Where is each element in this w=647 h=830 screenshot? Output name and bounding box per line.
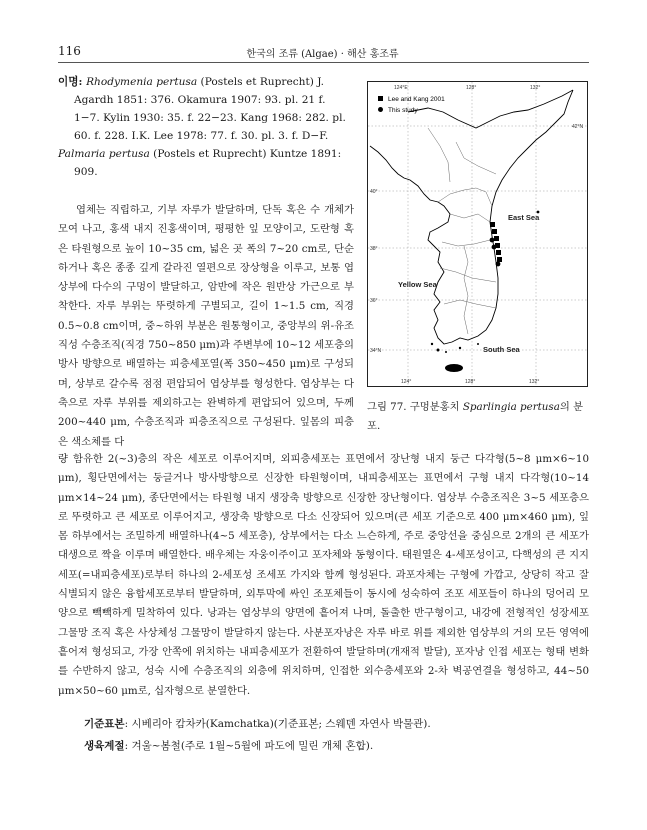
lon-tick-top: 124°E (394, 85, 408, 91)
lat-tick: 36° (370, 298, 378, 304)
lon-tick-top: 132° (530, 85, 541, 91)
lat-tick: 38° (370, 246, 378, 252)
lon-tick-bottom: 132° (529, 379, 540, 385)
sea-label-south: South Sea (483, 345, 520, 354)
lat-tick: 34°N (370, 348, 382, 354)
type-specimen: 기준표본: 시베리아 캄차카(Kamchatka)(기준표본; 스웨덴 자연사 박물관). (84, 718, 431, 730)
figure-caption: 그림 77. 구멍분홍치 Sparlingia pertusa의 분포. (367, 401, 584, 432)
page-number: 116 (58, 44, 81, 58)
legend-lee-kang: Lee and Kang 2001 (388, 96, 445, 103)
page-header (58, 44, 587, 60)
legend-this-study: This study (388, 107, 418, 114)
coastline (370, 90, 573, 344)
distribution-map (367, 81, 588, 387)
synonym-1: 이명: Rhodymenia pertusa (Postels et Ruprecht) J. Agardh 1851: 376. Okamura 1907: 93. pl. 21 f. 1−7. Kylin 1930: 35. f. 22−23. Kang 1968: 282. pl. 60. f. 228. I.K. Lee 1978: 77. f. 30. pl. 3. f. D−F. (58, 76, 346, 142)
description-paragraph-start: 엽체는 직립하고, 기부 자루가 발달하며, 단독 혹은 수 개체가 모여 나고, 홍색 내지 진홍색이며, 평평한 잎 모양이고, 도란형 혹은 타원형으로 높이 10~35 cm, 넓은 곳 폭의 7~20 cm로, 단순하거나 혹은 종종 깊게 갈라진 열편으로 장상형을 이루고, 보통 엽상부에 다수의 구멍이 발달하고, 암반에 작은 원반상 가근으로 부착한다. 자루 부위는 뚜렷하게 구별되고, 길이 1~1.5 cm, 직경 0.5~0.8 cm이며, 중~하위 부분은 원통형이고, 중앙부의 위-유조직성 수층조직(직경 750~850 μm)과 주변부에 10~12 세포층의 방사 방향으로 배열하는 피층세포열(폭 350~450 μm)로 구성되며, 상부로 갈수록 점점 편압되어 엽상부를 형성한다. 엽상부는 다축으로 자루 부위를 제외하고는 완벽하게 편압되어 있으며, 두께 200~440 μm, 수층조직과 피층조직으로 구성된다. 잎몸의 피층은 색소체를 다 (58, 204, 354, 448)
description-paragraph-cont: 량 함유한 2(~3)층의 작은 세포로 이루어지며, 외피층세포는 표면에서 장난형 내지 둥근 다각형(5~8 μm×6~10 μm), 횡단면에서는 둥글거나 방사방향으로 신장한 타원형이며, 내피층세포는 표면에서 구형 내지 다각형(10~14 μm×14~24 μm), 종단면에서는 타원형 내지 생장축 방향으로 신장한 장난형이다. 엽상부 수층조직은 3~5 세포층으로 뚜렷하고 큰 세포로 이루어지고, 생장축 방향으로 다소 신장되어 있으며(큰 세포 기준으로 400 μm×460 μm), 잎몸 하부에서는 조밀하게 배열하나(4~5 세포층), 상부에서는 다소 느슨하게, 주로 중앙선을 중심으로 2개의 큰 세포가 대생으로 짝을 이루며 배열한다. 배우체는 자웅이주이고 포자체와 동형이다. 태원열은 4-세포성이고, 다핵성의 큰 지지세포(=내피층세포)로부터 하나의 2-세포성 조세포 가지와 함께 형성된다. 과포자체는 구형에 가깝고, 상당히 작고 잘 식별되지 않은 융합세포로부터 발달하며, 외투막에 싸인 조포체들이 동시에 성숙하여 조포 세포들이 하나의 덩어리 모양으로 빽빽하게 밀착하여 있다. 낭과는 엽상부의 양면에 흩어져 나며, 돌출한 반구형이고, 내강에 전형적인 성장세포 그물망 조직 혹은 사상체성 그물망이 발달하지 않는다. 사분포자낭은 자루 바로 위를 제외한 엽상부의 거의 모든 영역에 흩어져 형성되고, 가장 안쪽에 위치하는 내피층세포가 전환하여 발달하며(개재적 발달), 포자낭 인접 세포는 형태 변화를 수반하지 않고, 성숙 시에 수층조직의 외층에 위치하며, 인접한 외수층세포와 2-차 벽공연결을 형성하고, 44~50 μm×50~60 μm로, 십자형으로 분열한다. (58, 453, 589, 697)
synonym-2: Palmaria pertusa (Postels et Ruprecht) Kuntze 1891: 909. (58, 148, 342, 178)
synonym-name: Palmaria pertusa (58, 148, 150, 160)
lat-tick: 40° (370, 189, 378, 195)
synonymy-block (58, 73, 353, 181)
growth-season: 생육계절: 겨울~봄철(주로 1월~5월에 파도에 밀린 개체 혼합). (84, 740, 374, 752)
running-title: 한국의 조류 (Algae) · 해산 홍조류 (246, 49, 399, 60)
map-legend (378, 96, 445, 114)
lat-tick: 42°N (572, 124, 584, 130)
lon-tick-bottom: 128° (465, 379, 476, 385)
caption-species: Sparlingia pertusa (462, 401, 560, 413)
lon-tick-top: 128° (466, 85, 477, 91)
province-borders (428, 128, 496, 334)
synonym-name: Rhodymenia pertusa (86, 76, 198, 88)
synonym-label: 이명 (58, 76, 79, 88)
sea-label-east: East Sea (508, 213, 540, 222)
sea-label-yellow: Yellow Sea (398, 280, 437, 289)
lon-tick-bottom: 124° (401, 379, 412, 385)
header-rule (58, 62, 589, 63)
